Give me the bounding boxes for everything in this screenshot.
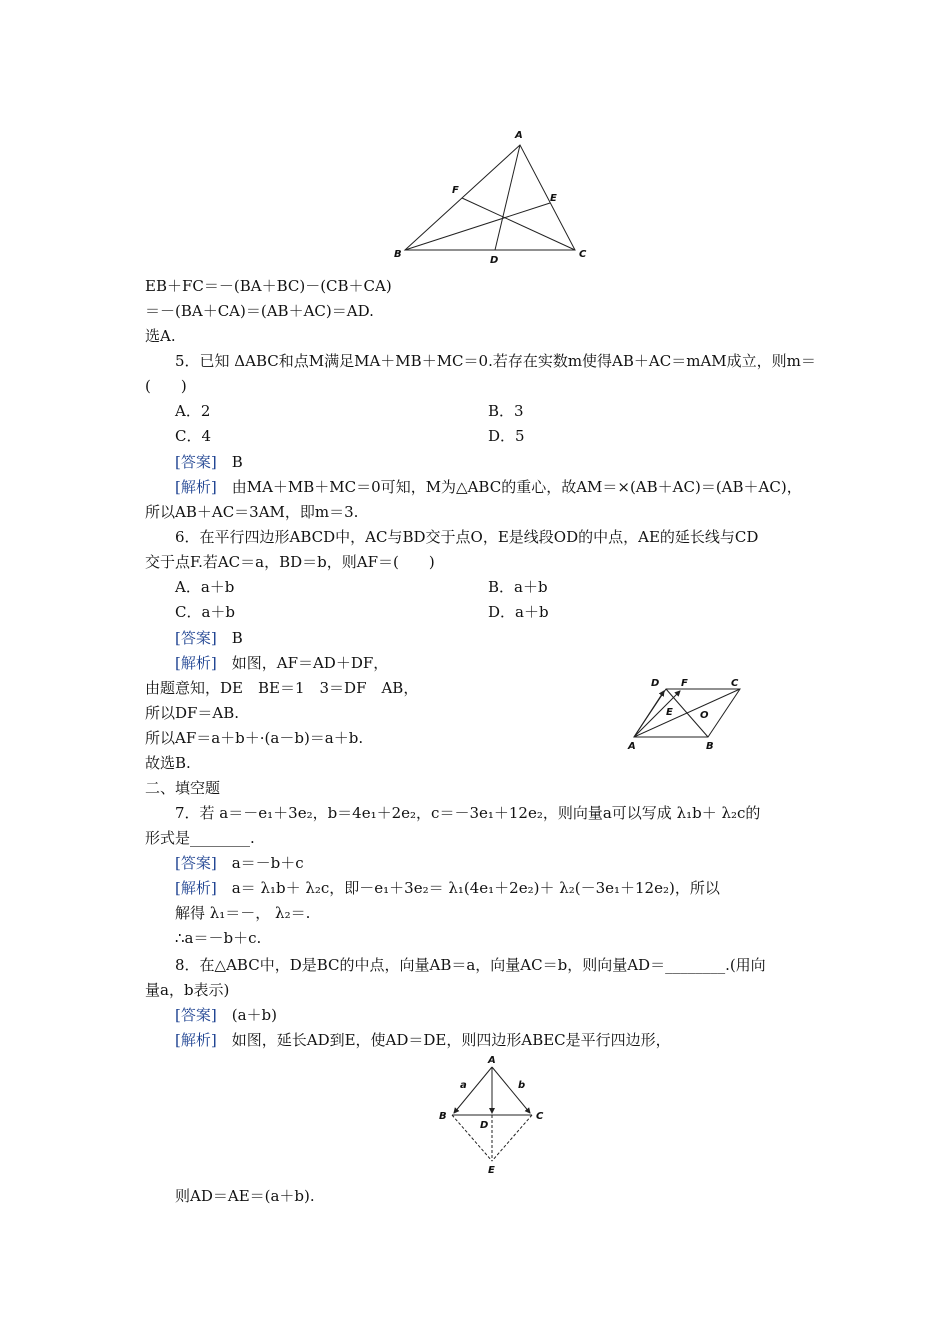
q8-stem-2: 量a，b表示) <box>145 981 230 999</box>
q6-answer <box>175 628 243 648</box>
explanation-tag: [解析] <box>175 1031 217 1049</box>
fig2-label-D: D <box>651 678 660 689</box>
q5-stem-1: 5．已知 ΔABC和点M满足MA＋MB＋MC＝0.若存在实数m使得AB＋AC＝mAM成立，则m＝ <box>175 352 816 370</box>
q6-explanation-3: 所以DF＝AB. <box>145 704 240 722</box>
q6-stem-1: 6．在平行四边形ABCD中，AC与BD交于点O，E是线段OD的中点，AE的延长线与CD <box>175 528 759 546</box>
q5-option-a: A．2 <box>175 402 211 420</box>
q6-explanation-4: 所以AF＝a＋b＋·(a－b)＝a＋b. <box>145 729 364 747</box>
q6-explanation-5: 故选B. <box>145 754 191 772</box>
answer-tag: [答案] <box>175 854 217 872</box>
fig1-label-B: B <box>394 249 402 260</box>
q4-line-3: 选A. <box>145 327 176 345</box>
q7-explanation-3: ∴a＝－b＋c. <box>175 929 262 947</box>
explanation-tag: [解析] <box>175 654 217 672</box>
q4-line-2: ＝－(BA＋CA)＝(AB＋AC)＝AD. <box>145 302 374 320</box>
q7-explanation-1 <box>175 878 720 898</box>
q5-option-d: D．5 <box>488 427 525 445</box>
q5-stem-2: ( ) <box>145 377 187 395</box>
q8-answer-value: (a＋b) <box>231 1006 277 1024</box>
q8-stem-1: 8．在△ABC中，D是BC的中点，向量AB＝a，向量AC＝b，则向量AD＝________.(用向 <box>175 956 766 974</box>
q6-explanation-1 <box>175 653 388 673</box>
q6-explanation-text: 如图，AF＝AD＋DF， <box>231 654 389 672</box>
q7-stem-1: 7．若 a＝－e₁＋3e₂，b＝4e₁＋2e₂，c＝－3e₁＋12e₂，则向量a可以写成 λ₁b＋ λ₂c的 <box>175 804 761 822</box>
fig3-label-D: D <box>480 1120 489 1131</box>
fig2-label-B: B <box>706 741 714 752</box>
q5-answer <box>175 452 243 472</box>
q8-final-line: 则AD＝AE＝(a＋b). <box>175 1187 315 1205</box>
explanation-tag: [解析] <box>175 478 217 496</box>
q5-explanation-1 <box>175 477 802 497</box>
q7-answer-value: a＝－b＋c <box>231 854 304 872</box>
fig3-label-C: C <box>536 1111 544 1122</box>
section-heading: 二、填空题 <box>145 779 221 797</box>
fig1-label-D: D <box>490 255 499 265</box>
fig2-label-F: F <box>681 678 688 689</box>
q5-option-c: C．4 <box>175 427 212 445</box>
q6-option-b: B．a＋b <box>488 578 548 596</box>
answer-tag: [答案] <box>175 453 217 471</box>
q8-explanation-1 <box>175 1030 671 1050</box>
q8-answer <box>175 1005 277 1025</box>
fig3-label-b: b <box>518 1080 526 1091</box>
fig3-label-A: A <box>488 1055 496 1066</box>
fig3-label-a: a <box>460 1080 467 1091</box>
q8-explanation-text: 如图，延长AD到E，使AD＝DE，则四边形ABEC是平行四边形， <box>231 1031 671 1049</box>
fig2-label-E: E <box>666 707 673 718</box>
q6-option-a: A．a＋b <box>175 578 235 596</box>
fig2-label-O: O <box>700 710 709 721</box>
q6-answer-value: B <box>231 629 243 647</box>
q5-answer-value: B <box>231 453 243 471</box>
q5-explanation-2: 所以AB＋AC＝3AM，即m＝3. <box>145 503 359 521</box>
q6-explanation-2: 由题意知，DE BE＝1 3＝DF AB， <box>145 679 419 697</box>
triangle-cevians-figure <box>390 125 600 265</box>
median-extension-figure <box>435 1053 550 1175</box>
q5-option-b: B．3 <box>488 402 524 420</box>
q7-answer <box>175 853 304 873</box>
q4-line-1: EB＋FC＝－(BA＋BC)－(CB＋CA) <box>145 277 392 295</box>
fig3-label-E: E <box>488 1165 495 1175</box>
q6-option-c: C．a＋b <box>175 603 236 621</box>
answer-tag: [答案] <box>175 629 217 647</box>
explanation-tag: [解析] <box>175 879 217 897</box>
q6-stem-2: 交于点F.若AC＝a，BD＝b，则AF＝( ) <box>145 553 435 571</box>
fig1-label-C: C <box>579 249 587 260</box>
fig1-label-E: E <box>550 193 557 204</box>
q6-option-d: D．a＋b <box>488 603 549 621</box>
fig2-label-C: C <box>731 678 739 689</box>
fig1-label-A: A <box>515 130 523 141</box>
parallelogram-figure <box>620 675 760 755</box>
q5-explanation-text: 由MA＋MB＋MC＝0可知，M为△ABC的重心，故AM＝×(AB＋AC)＝(AB＋AC)， <box>231 478 802 496</box>
q7-explanation-2: 解得 λ₁＝－， λ₂＝. <box>175 904 311 922</box>
q7-explanation-text: a＝ λ₁b＋ λ₂c，即－e₁＋3e₂＝ λ₁(4e₁＋2e₂)＋ λ₂(－3e₁＋12e₂)，所以 <box>231 879 720 897</box>
fig2-label-A: A <box>628 741 636 752</box>
answer-tag: [答案] <box>175 1006 217 1024</box>
fig1-label-F: F <box>452 185 459 196</box>
q7-stem-2: 形式是________. <box>145 829 255 847</box>
fig3-label-B: B <box>439 1111 447 1122</box>
